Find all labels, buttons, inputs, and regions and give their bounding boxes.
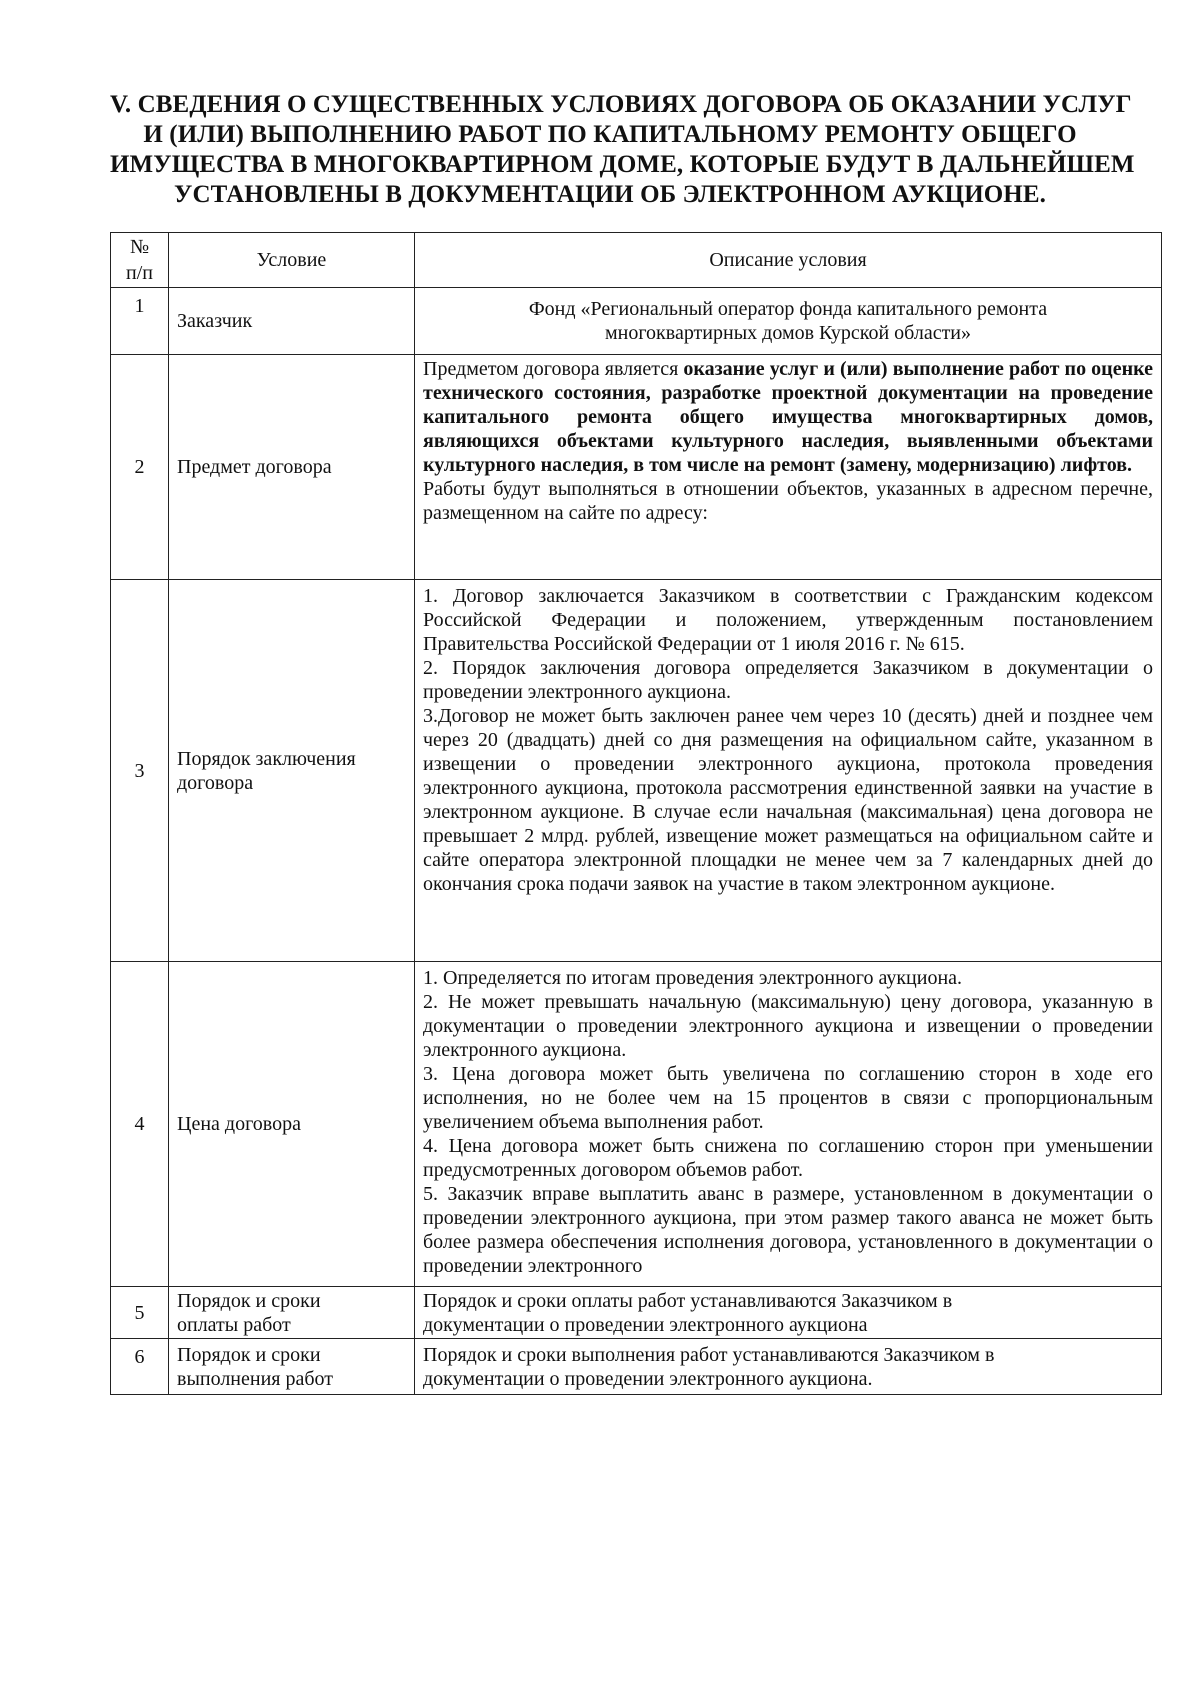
document-title [110, 90, 1135, 210]
condition-line: Порядок и сроки [177, 1289, 321, 1312]
title-line: V. СВЕДЕНИЯ О СУЩЕСТВЕННЫХ УСЛОВИЯХ ДОГОВОРА ОБ ОКАЗАНИИ УСЛУГ [110, 91, 1132, 118]
row-condition: Предмет договора [169, 355, 415, 580]
description-line: Порядок и сроки оплаты работ устанавливаются Заказчиком в [423, 1289, 953, 1312]
table-row [111, 962, 1162, 1287]
table-row [111, 288, 1162, 355]
condition-line: Порядок и сроки [177, 1343, 321, 1366]
header-number [111, 233, 169, 288]
row-number: 2 [111, 355, 169, 580]
description-line: Фонд «Региональный оператор фонда капитального ремонта [528, 298, 1048, 320]
row-description [415, 1287, 1162, 1339]
header-number-abbr: п/п [126, 262, 153, 284]
row-condition [169, 1339, 415, 1395]
row-description [415, 962, 1162, 1287]
condition-line: оплаты работ [177, 1313, 291, 1336]
row-description [415, 355, 1162, 580]
description-paragraph: 5. Заказчик вправе выплатить аванс в размере, установленном в документации о проведении электронного аукциона, при этом размер такого аванса не может быть более размера обеспечения исполнения договора, установленного в документации о проведении электронного [423, 1183, 1153, 1277]
header-number-sign: № [129, 236, 150, 258]
row-description [415, 1339, 1162, 1395]
row-number: 1 [111, 288, 169, 355]
description-paragraph: 3. Цена договора может быть увеличена по соглашению сторон в ходе его исполнения, но не более чем на 15 процентов в связи с пропорциональным увеличением объема выполнения работ. [423, 1063, 1153, 1133]
description-line: документации о проведении электронного аукциона [423, 1313, 868, 1336]
row-description [415, 580, 1162, 962]
header-condition: Условие [169, 233, 415, 288]
row-number: 6 [111, 1339, 169, 1395]
conditions-table [110, 232, 1162, 1395]
description-paragraph: 2. Порядок заключения договора определяется Заказчиком в документации о проведении электронного аукциона. [423, 657, 1153, 703]
title-line: И (ИЛИ) ВЫПОЛНЕНИЮ РАБОТ ПО КАПИТАЛЬНОМУ РЕМОНТУ ОБЩЕГО [143, 121, 1077, 148]
description-tail: Работы будут выполняться в отношении объектов, указанных в адресном перечне, размещенном на сайте по адресу: [423, 478, 1153, 524]
description-paragraph: 1. Определяется по итогам проведения электронного аукциона. [423, 967, 963, 989]
description-paragraph: 3.Договор не может быть заключен ранее чем через 10 (десять) дней и позднее чем через 20 (двадцать) дней со дня размещения на официальном сайте, указанном в извещении о проведении электронного аукциона, протокола проведения электронного аукциона, протокола рассмотрения единственной заявки на участие в электронном аукционе. В случае если начальная (максимальная) цена договора не превышает 2 млрд. рублей, извещение может размещаться на официальном сайте и сайте оператора электронной площадки не менее чем за 7 календарных дней до окончания срока подачи заявок на участие в таком электронном аукционе. [423, 705, 1153, 895]
row-number: 3 [111, 580, 169, 962]
description-line: документации о проведении электронного аукциона. [423, 1367, 873, 1390]
description-line: многоквартирных домов Курской области» [604, 322, 972, 344]
row-condition: Заказчик [169, 288, 415, 355]
row-number: 5 [111, 1287, 169, 1339]
row-condition: Цена договора [169, 962, 415, 1287]
row-condition [169, 1287, 415, 1339]
description-intro: Предметом договора является [423, 358, 684, 380]
table-row [111, 355, 1162, 580]
header-description: Описание условия [415, 233, 1162, 288]
table-row [111, 1287, 1162, 1339]
title-line: ИМУЩЕСТВА В МНОГОКВАРТИРНОМ ДОМЕ, КОТОРЫЕ БУДУТ В ДАЛЬНЕЙШЕМ [110, 151, 1135, 178]
table-row [111, 580, 1162, 962]
description-subject: оказание услуг и (или) выполнение работ по оценке технического состояния, разработке проектной документации на проведение капитального ремонта общего имущества многоквартирных домов, являющихся объектами культурного наследия, выявленными объектами культурного наследия, в том числе на ремонт (замену, модернизацию) лифтов. [423, 358, 1153, 476]
table-header-row [111, 233, 1162, 288]
table-row [111, 1339, 1162, 1395]
title-line: УСТАНОВЛЕНЫ В ДОКУМЕНТАЦИИ ОБ ЭЛЕКТРОННОМ АУКЦИОНЕ. [174, 181, 1046, 208]
description-body [423, 357, 1153, 579]
row-number: 4 [111, 962, 169, 1287]
description-paragraph: 1. Договор заключается Заказчиком в соответствии с Гражданским кодексом Российской Федерации и положением, утвержденным постановлением Правительства Российской Федерации от 1 июля 2016 г. № 615. [423, 585, 1153, 655]
description-paragraph: 2. Не может превышать начальную (максимальную) цену договора, указанную в документации о проведении электронного аукциона и извещении о проведении электронного аукциона. [423, 991, 1153, 1061]
description-body [423, 966, 1153, 1284]
description-line: Порядок и сроки выполнения работ устанавливаются Заказчиком в [423, 1343, 995, 1366]
description-paragraph: 4. Цена договора может быть снижена по соглашению сторон при уменьшении предусмотренных договором объемов работ. [423, 1135, 1153, 1181]
row-condition: Порядок заключения договора [169, 580, 415, 962]
row-description [415, 288, 1162, 355]
condition-line: выполнения работ [177, 1367, 334, 1390]
